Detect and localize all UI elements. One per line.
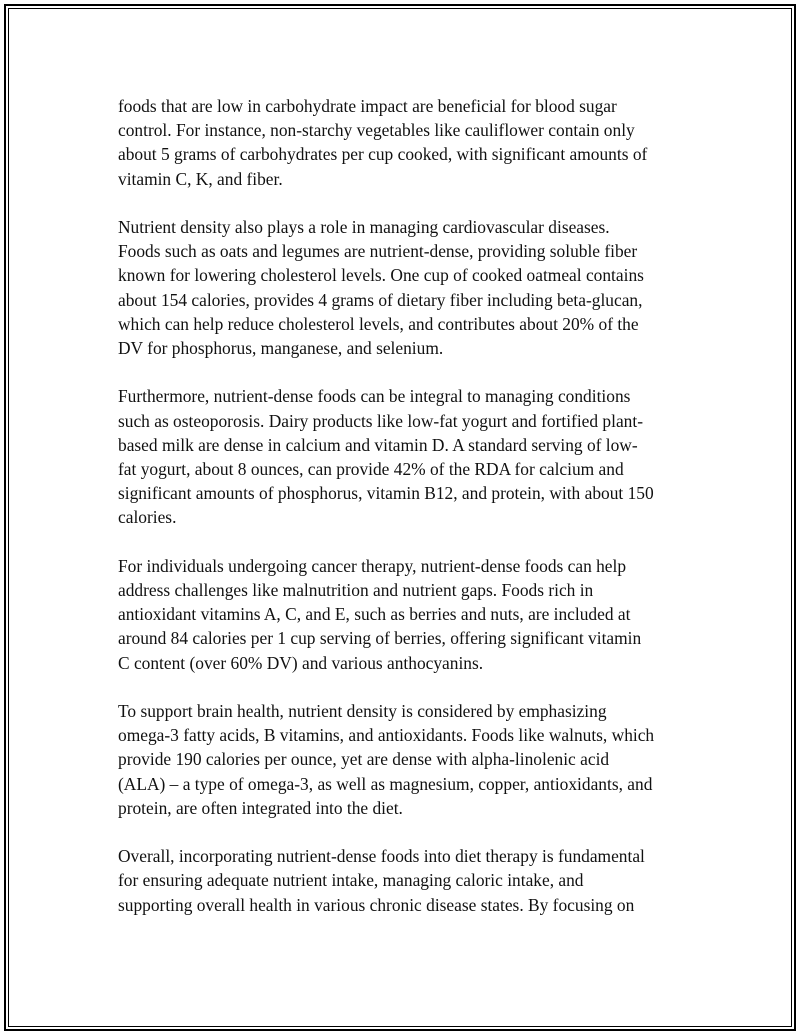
document-body (118, 94, 686, 941)
paragraph-cardiovascular: Nutrient density also plays a role in managing cardiovascular diseases. Foods such as oats and legumes are nutrient-dense, providing soluble fiber known for lowering cholesterol levels. One cup of cooked oatmeal contains about 154 calories, provides 4 grams of dietary fiber including beta-glucan, which can help reduce cholesterol levels, and contributes about 20% of the DV for phosphorus, manganese, and selenium. (118, 217, 644, 359)
paragraph-overall: Overall, incorporating nutrient-dense foods into diet therapy is fundamental for ensuring adequate nutrient intake, managing caloric intake, and supporting overall health in various chronic disease states. By focusing on (118, 846, 645, 915)
paragraph-blood-sugar: foods that are low in carbohydrate impact are beneficial for blood sugar control. For instance, non-starchy vegetables like cauliflower contain only about 5 grams of carbohydrates per cup cooked, with significant amounts of vitamin C, K, and fiber. (118, 96, 648, 189)
paragraph-osteoporosis: Furthermore, nutrient-dense foods can be integral to managing conditions such as osteoporosis. Dairy products like low-fat yogurt and fortified plant- based milk are dense in calcium and vitamin D. A standard serving of low- fat yogurt, about 8 ounces, can provide 42% of the RDA for calcium and significant amounts of phosphorus, vitamin B12, and protein, with about 150 calories. (118, 386, 654, 528)
paragraph-brain-health: To support brain health, nutrient density is considered by emphasizing omega-3 fatty acids, B vitamins, and antioxidants. Foods like walnuts, which provide 190 calories per ounce, yet are dense with alpha-linolenic acid (ALA) – a type of omega-3, as well as magnesium, copper, antioxidants, and protein, are often integrated into the diet. (118, 701, 655, 818)
paragraph-cancer-therapy: For individuals undergoing cancer therapy, nutrient-dense foods can help address challenges like malnutrition and nutrient gaps. Foods rich in antioxidant vitamins A, C, and E, such as berries and nuts, are included at around 84 calories per 1 cup serving of berries, offering significant vitamin C content (over 60% DV) and various anthocyanins. (118, 555, 642, 673)
